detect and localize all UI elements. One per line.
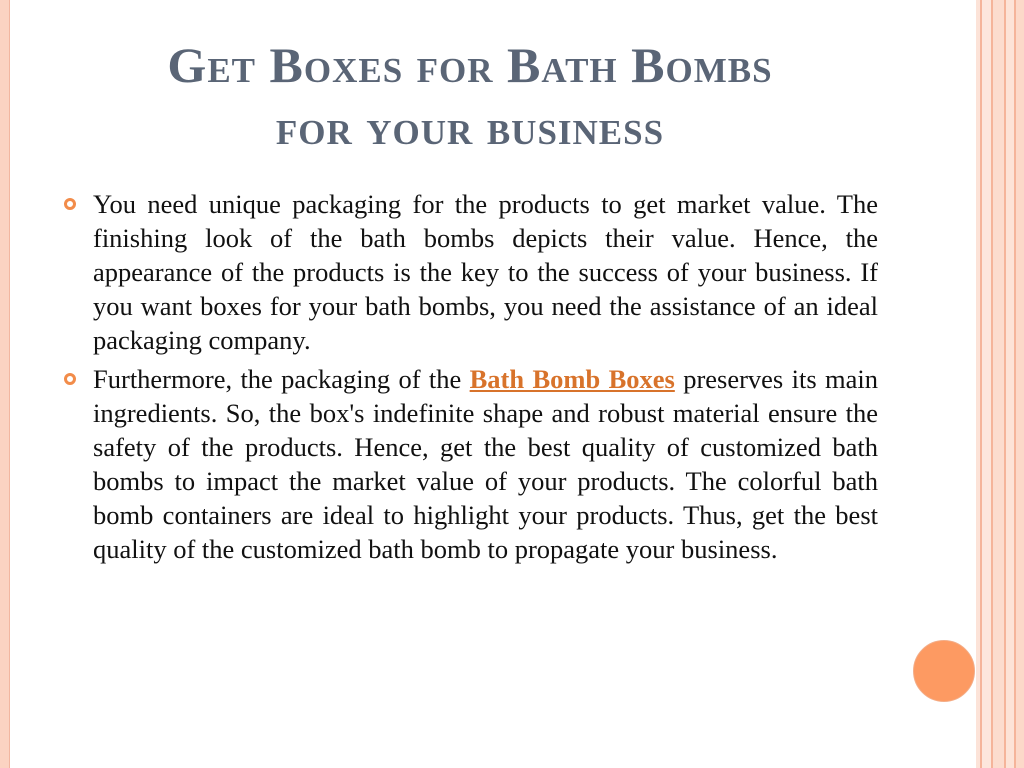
right-decorative-stripes [976, 0, 1024, 768]
bath-bomb-boxes-link[interactable]: Bath Bomb Boxes [469, 364, 675, 394]
title-line-1: Get Boxes for Bath Bombs [167, 37, 773, 93]
bullet-text-2-after: preserves its main ingredients. So, the box's indefinite shape and robust material ensure the safety of the products. Hence, get the best quality of customized bath bombs to impact the market value of your products. The colorful bath bomb containers are ideal to highlight your products. Thus, get the best quality of the customized bath bomb to propagate your business. [93, 364, 878, 564]
orange-circle-decoration [913, 640, 975, 702]
ring-bullet-icon [64, 373, 76, 385]
title-line-2: for your business [275, 99, 665, 155]
bullet-text-1: You need unique packaging for the products to get market value. The finishing look of the bath bombs depicts their value. Hence, the appearance of the products is the key to the success of your business. If you want boxes for your bath bombs, you need the assistance of an ideal packaging company. [93, 189, 878, 355]
bullet-item-2 [60, 362, 878, 566]
bullet-item-1 [60, 187, 878, 357]
left-border-stripe [0, 0, 10, 768]
ring-bullet-icon [64, 198, 76, 210]
slide-body [60, 187, 878, 571]
slide-title [60, 34, 880, 158]
bullet-text-2-before: Furthermore, the packaging of the [93, 364, 470, 394]
